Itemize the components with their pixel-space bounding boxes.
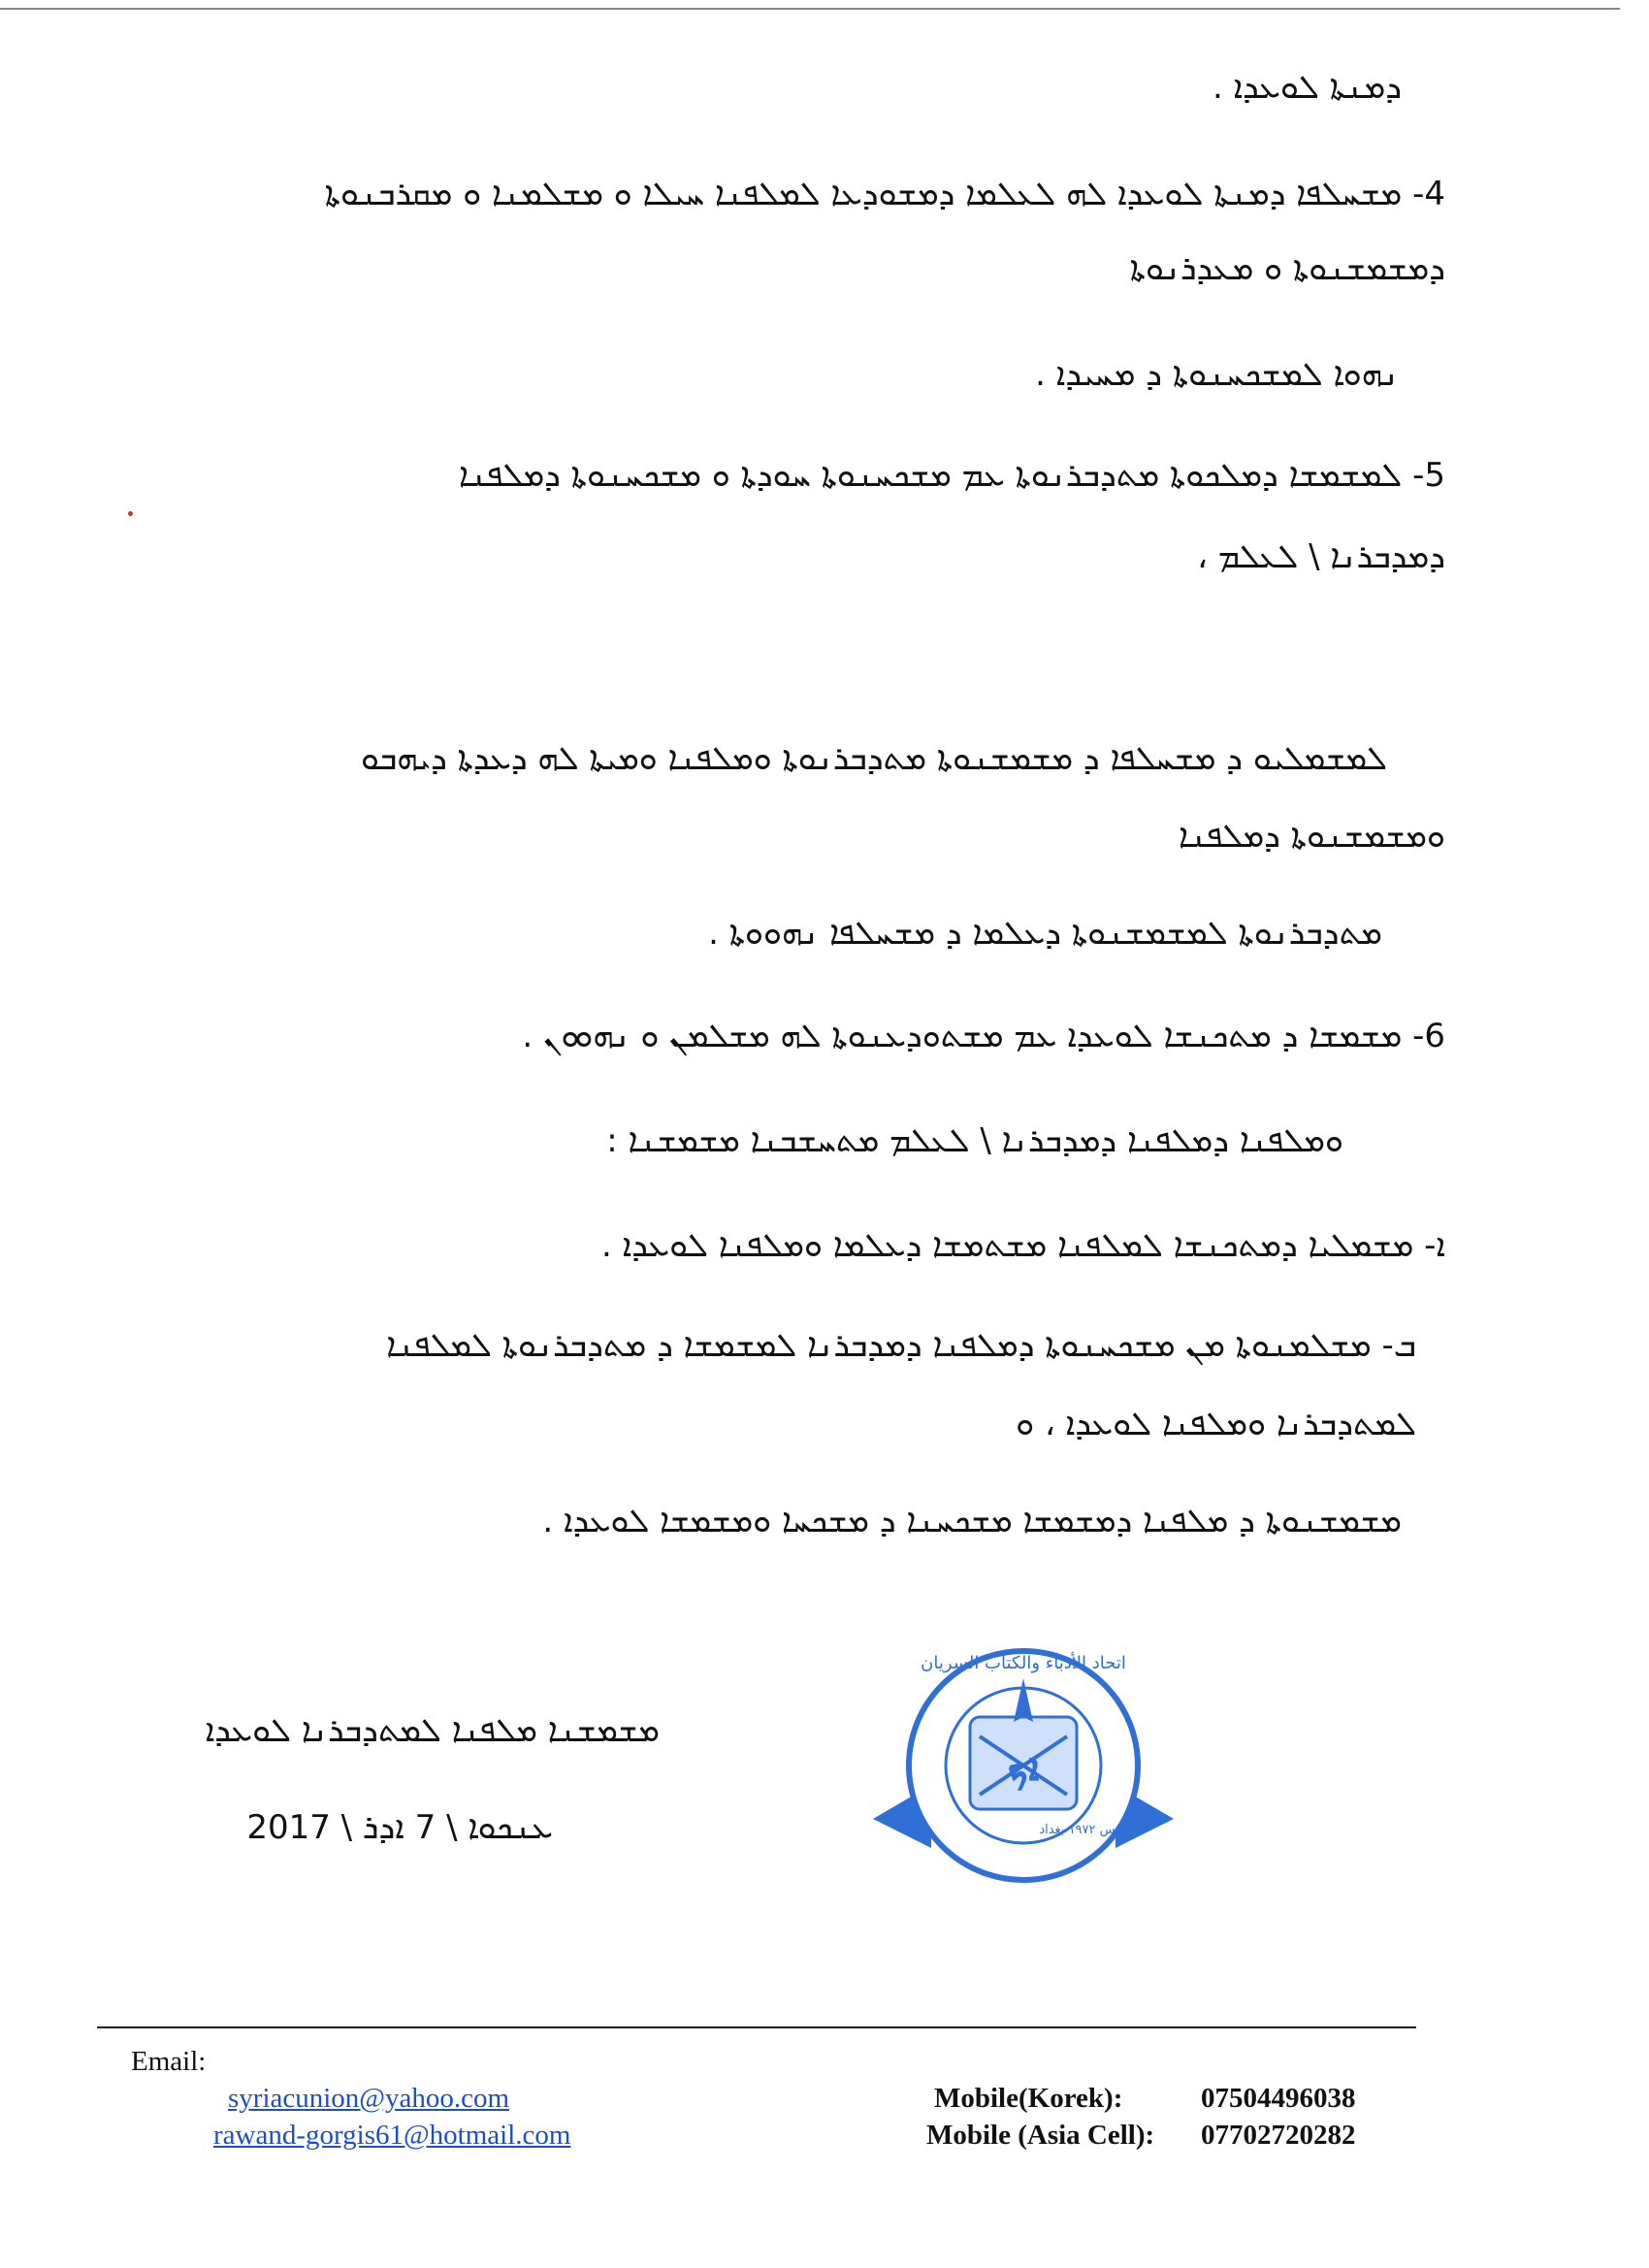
email-link-1[interactable]: syriacunion@yahoo.com (228, 2083, 510, 2114)
footer-rule (97, 2026, 1416, 2028)
text-line-3: ܕܡܫܡܫܢܘܬܐ ܘ ܡܥܕܪܢܘܬܐ (1129, 249, 1445, 288)
seal-arabic-text: اتحاد الأدباء والكتاب السريان (921, 1653, 1126, 1673)
mobile-asiacell-value: 07702720282 (1201, 2120, 1356, 2151)
signature-line: ܡܫܡܫܢܐ ܡܠܦܢܐ ܠܡܬܕܒܪܢܐ ܠܘܥܕܐ (205, 1711, 660, 1750)
seal-founded-text: تأسس ١٩٧٢ بغداد (1039, 1823, 1134, 1837)
text-line-9: ܡܬܕܒܪܢܘܬܐ ܠܡܫܡܫܢܘܬܐ ܕܥܠܡܐ ܕ ܡܫܚܠܦܐ ܢܗܘܘܬܐ . (708, 914, 1382, 953)
text-line-1: ܕܡܢܬܐ ܠܘܥܕܐ . (1212, 68, 1402, 107)
text-line-15: ܡܫܡܫܢܘܬܐ ܕ ܡܠܦܢܐ ܕܡܫܡܫܐ ܡܫܟܚܢܐ ܕ ܡܫܟܚܐ ܘܡܫܡܫܐ ܠܘܥܕܐ . (542, 1502, 1402, 1540)
date-line: ܥܢܟܘܐ \ 7 ܐܕܪ \ 2017 (246, 1808, 553, 1847)
text-line-8: ܘܡܫܡܫܢܘܬܐ ܕܡܠܦܢܐ (1178, 817, 1445, 856)
mobile-korek-value: 07504496038 (1201, 2083, 1356, 2114)
text-line-12: ܐ- ܡܫܡܠܝܐ ܕܡܬܟܢܫܐ ܠܡܠܦܢܐ ܡܫܬܡܫܐ ܕܥܠܡܐ ܘܡܠܦܢܐ ܠܘܥܕܐ . (601, 1226, 1445, 1265)
text-line-5: 5- ܠܡܫܡܫܐ ܕܡܠܟܘܬܐ ܡܬܕܒܪܢܘܬܐ ܥܡ ܡܫܟܚܢܘܬܐ ܚܘܕܬܐ ܘ ܡܫܟܚܢܘܬܐ ܕܡܠܦܢܐ (458, 456, 1445, 495)
union-seal-logo (863, 1639, 1183, 1892)
text-line-10: 6- ܡܫܡܫܐ ܕ ܡܬܟܢܫܐ ܠܘܥܕܐ ܥܡ ܡܫܬܘܕܥܢܘܬܐ ܠܗ ܡܫܠܡܢ ܘ ܢܗܘܘܢ . (522, 1017, 1445, 1055)
seal-emblem-letters: ܐܟ (1007, 1745, 1040, 1790)
text-line-2: 4- ܡܫܚܠܦܐ ܕܡܢܬܐ ܠܘܥܕܐ ܠܗ ܠܥܠܡܐ ܕܡܫܘܕܥܐ ܠܡܠܦܢܐ ܚܝܠܐ ܘ ܡܫܠܡܢܐ ܘ ܡܩܪܒܢܘܬܐ (324, 175, 1445, 213)
text-line-14: ܠܡܬܕܒܪܢܐ ܘܡܠܦܢܐ ܠܘܥܕܐ ، ܘ (1016, 1405, 1416, 1443)
text-line-7: ܠܡܫܡܠܝܘ ܕ ܡܫܚܠܦܐ ܕ ܡܫܡܫܢܘܬܐ ܡܬܕܒܪܢܘܬܐ ܘܡܠܦܢܐ ܘܡܝܬܐ ܠܗ ܕܥܕܬܐ ܕܝܗܒܘ (361, 739, 1387, 778)
email-label: Email: (131, 2046, 207, 2077)
text-line-4: ܢܗܘܐ ܠܡܫܟܚܢܘܬܐ ܕ ܡܚܝܕܐ . (1035, 355, 1399, 394)
text-line-13: ܒ- ܡܫܠܡܢܘܬܐ ܡܢ ܡܫܟܚܢܘܬܐ ܕܡܠܦܢܐ ܕܡܕܒܪܢܐ ܠܡܫܡܫܐ ܕ ܡܬܕܒܪܢܘܬܐ ܠܡܠܦܢܐ (386, 1326, 1416, 1365)
stray-mark (128, 511, 133, 516)
text-line-11: ܘܡܠܦܢܐ ܕܡܠܦܢܐ ܕܡܕܒܪܢܐ \ ܠܥܠܡ ܡܬܚܫܒܢܐ ܡܫܡܫܢܐ : (606, 1121, 1343, 1160)
top-rule (0, 8, 1620, 10)
mobile-korek-label: Mobile(Korek): (934, 2083, 1123, 2114)
text-line-6: ܕܡܕܒܪܢܐ \ ܠܥܠܡ ، (1197, 537, 1445, 576)
email-link-2[interactable]: rawand-gorgis61@hotmail.com (213, 2120, 571, 2151)
mobile-asiacell-label: Mobile (Asia Cell): (926, 2120, 1155, 2151)
